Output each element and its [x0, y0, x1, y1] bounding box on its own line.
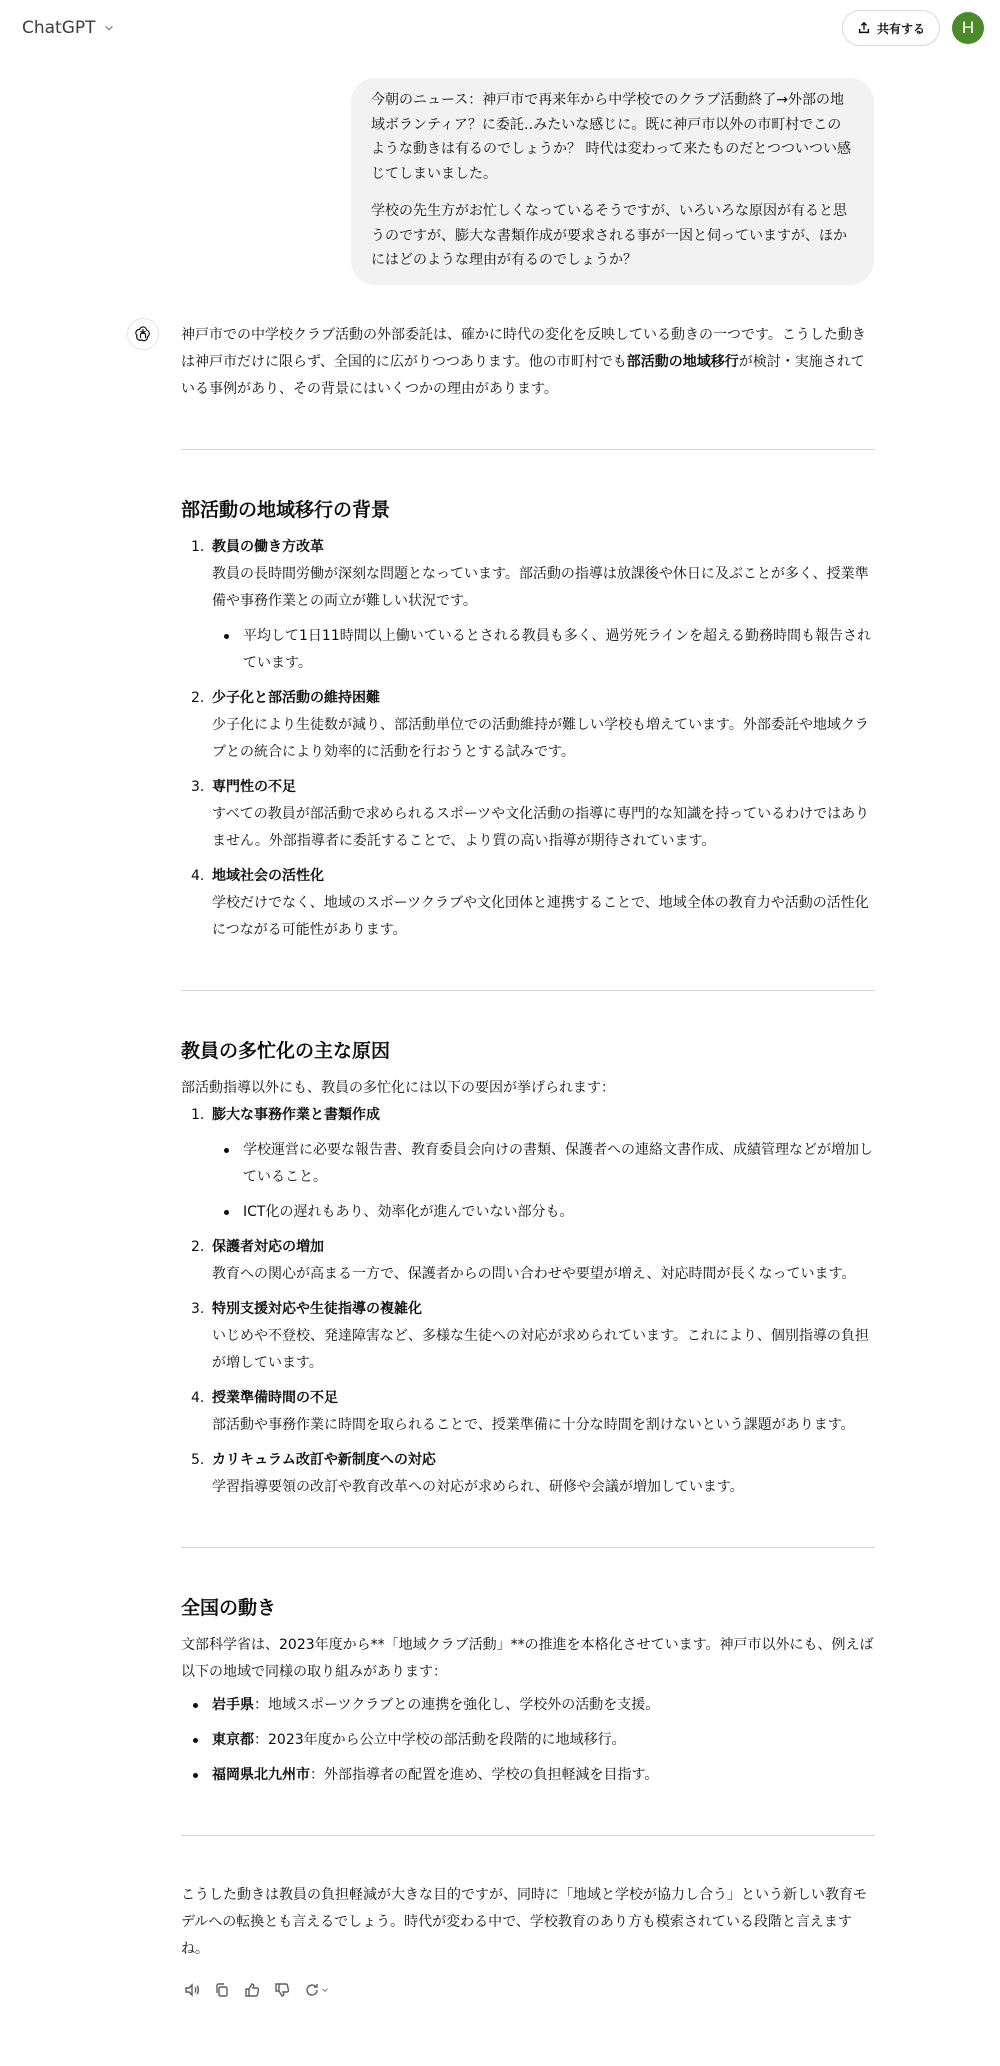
list-number: 4. — [191, 1390, 205, 1406]
header-actions — [842, 10, 984, 46]
numbered-list — [181, 534, 875, 944]
list-item — [181, 1296, 875, 1377]
sub-list-item: 学校運営に必要な報告書、教育委員会向けの書類、保護者への連絡文書作成、成績管理などが増加していること。 — [212, 1137, 875, 1191]
bullet-label: 福岡県北九州市 — [212, 1767, 310, 1783]
list-item-text: 教育への関心が高まる一方で、保護者からの問い合わせや要望が増え、対応時間が長くなっています。 — [212, 1266, 856, 1282]
chevron-down-icon — [320, 1985, 330, 1995]
divider — [181, 1835, 875, 1836]
list-item-title: カリキュラム改訂や新制度への対応 — [212, 1452, 436, 1468]
list-number: 5. — [191, 1452, 205, 1468]
section-intro: 文部科学省は、2023年度から**「地域クラブ活動」**の推進を本格化させています。神戸市以外にも、例えば以下の地域で同様の取り組みがあります： — [181, 1637, 874, 1680]
bullet-item — [181, 1727, 875, 1754]
section-intro: 部活動指導以外にも、教員の多忙化には以下の要因が挙げられます： — [181, 1080, 615, 1096]
user-message-paragraph: 今朝のニュース：神戸市で再来年から中学校でのクラブ活動終了→外部の地域ボランティア？に委託‥みたいな感じに。既に神戸市以外の市町村でこのような動きは有るのでしょうか？ 時代は変わって来たものだとつついつい感じてしまいました。 — [371, 92, 852, 182]
sub-list — [212, 1137, 875, 1226]
openai-logo-icon — [133, 324, 153, 344]
list-number: 1. — [191, 539, 205, 555]
list-item-title: 教員の働き方改革 — [212, 539, 324, 555]
user-message — [351, 78, 874, 285]
thumbs-down-icon — [274, 1982, 290, 1998]
read-aloud-button[interactable] — [181, 1979, 203, 2001]
share-label: 共有する — [876, 21, 925, 36]
section-heading: 全国の動き — [181, 1597, 277, 1619]
list-item-text: いじめや不登校、発達障害など、多様な生徒への対応が求められています。これにより、個別指導の負担が増しています。 — [212, 1328, 869, 1371]
top-bar — [0, 0, 1000, 56]
list-item — [181, 1102, 875, 1226]
good-response-button[interactable] — [241, 1979, 263, 2001]
list-item — [181, 863, 875, 944]
bullet-list — [181, 1692, 875, 1789]
sub-list-item: 平均して1日11時間以上働いているとされる教員も多く、過労死ラインを超える勤務時間も報告されています。 — [212, 623, 875, 677]
list-item-text: 部活動や事務作業に時間を取られることで、授業準備に十分な時間を割けないという課題があります。 — [212, 1417, 855, 1433]
sub-list — [212, 623, 875, 677]
list-number: 2. — [191, 1239, 205, 1255]
chevron-down-icon — [102, 21, 116, 35]
list-item — [181, 685, 875, 766]
model-switcher[interactable] — [22, 18, 116, 38]
sub-list-item: ICT化の遅れもあり、効率化が進んでいない部分も。 — [212, 1199, 875, 1226]
list-item-title: 少子化と部活動の維持困難 — [212, 690, 380, 706]
list-item-title: 保護者対応の増加 — [212, 1239, 324, 1255]
answer-intro — [181, 322, 875, 403]
bullet-item — [181, 1762, 875, 1789]
divider — [181, 449, 875, 450]
conclusion: こうした動きは教員の負担軽減が大きな目的ですが、同時に「地域と学校が協力し合う」という新しい教育モデルへの転換とも言えるでしょう。時代が変わる中で、学校教育のあり方も模索されている段階と言えますね。 — [181, 1887, 867, 1957]
divider — [181, 1547, 875, 1548]
list-item-title: 膨大な事務作業と書類作成 — [212, 1107, 380, 1123]
list-number: 2. — [191, 690, 205, 706]
list-item-title: 特別支援対応や生徒指導の複雑化 — [212, 1301, 422, 1317]
list-item — [181, 1234, 875, 1288]
bullet-item — [181, 1692, 875, 1719]
thumbs-up-icon — [244, 1982, 260, 1998]
list-item — [181, 1447, 875, 1501]
regenerate-button[interactable] — [301, 1979, 333, 2001]
bullet-label: 岩手県 — [212, 1697, 254, 1713]
list-item-title: 地域社会の活性化 — [212, 868, 324, 884]
bullet-text: ：2023年度から公立中学校の部活動を段階的に地域移行。 — [254, 1732, 626, 1748]
list-item — [181, 774, 875, 855]
section-heading: 教員の多忙化の主な原因 — [181, 1040, 391, 1062]
list-item-text: すべての教員が部活動で求められるスポーツや文化活動の指導に専門的な知識を持っているわけではありません。外部指導者に委託することで、より質の高い指導が期待されています。 — [212, 806, 870, 849]
bullet-text: ：地域スポーツクラブとの連携を強化し、学校外の活動を支援。 — [254, 1697, 660, 1713]
assistant-message — [181, 322, 875, 2001]
list-item-text: 教員の長時間労働が深刻な問題となっています。部活動の指導は放課後や休日に及ぶことが多く、授業準備や事務作業との両立が難しい状況です。 — [212, 566, 869, 609]
speaker-icon — [184, 1982, 200, 1998]
intro-bold: 部活動の地域移行 — [626, 354, 739, 370]
avatar[interactable] — [952, 12, 984, 44]
list-number: 3. — [191, 779, 205, 795]
list-item-text: 学校だけでなく、地域のスポーツクラブや文化団体と連携することで、地域全体の教育力や活動の活性化につながる可能性があります。 — [212, 895, 869, 938]
message-actions — [181, 1979, 875, 2001]
share-button[interactable] — [842, 10, 940, 46]
intro-text: 神戸市での中学校クラブ活動の外部委託は、確かに時代の変化を反映している動きの一つです。こうした動きは神戸市だけに限らず、全国的に広がりつつあります。他の市町村でも — [181, 327, 866, 370]
list-item-text: 少子化により生徒数が減り、部活動単位での活動維持が難しい学校も増えています。外部委託や地域クラブとの統合により効率的に活動を行おうとする試みです。 — [212, 717, 869, 760]
list-item-title: 授業準備時間の不足 — [212, 1390, 338, 1406]
avatar-initial: H — [961, 18, 975, 37]
list-item-title: 専門性の不足 — [212, 779, 296, 795]
list-number: 4. — [191, 868, 205, 884]
list-item-text: 学習指導要領の改訂や教育改革への対応が求められ、研修や会議が増加しています。 — [212, 1479, 744, 1495]
list-item — [181, 534, 875, 677]
bullet-text: ：外部指導者の配置を進め、学校の負担軽減を目指す。 — [310, 1767, 659, 1783]
list-number: 1. — [191, 1107, 205, 1123]
model-name: ChatGPT — [22, 18, 96, 38]
regenerate-icon — [304, 1982, 320, 1998]
numbered-list — [181, 1102, 875, 1501]
copy-button[interactable] — [211, 1979, 233, 2001]
bad-response-button[interactable] — [271, 1979, 293, 2001]
section-heading: 部活動の地域移行の背景 — [181, 499, 391, 521]
list-item — [181, 1385, 875, 1439]
divider — [181, 990, 875, 991]
user-message-paragraph: 学校の先生方がお忙しくなっているそうですが、いろいろな原因が有ると思うのですが、膨大な書類作成が要求される事が一因と伺っていますが、ほかにはどのような理由が有るのでしょうか？ — [371, 203, 847, 268]
assistant-avatar — [127, 318, 159, 350]
bullet-label: 東京都 — [212, 1732, 254, 1748]
copy-icon — [214, 1982, 230, 1998]
intro-text: が検討・実施されている事例があり、その背景にはいくつかの理由があります。 — [181, 354, 865, 397]
share-icon — [857, 21, 871, 35]
list-number: 3. — [191, 1301, 205, 1317]
